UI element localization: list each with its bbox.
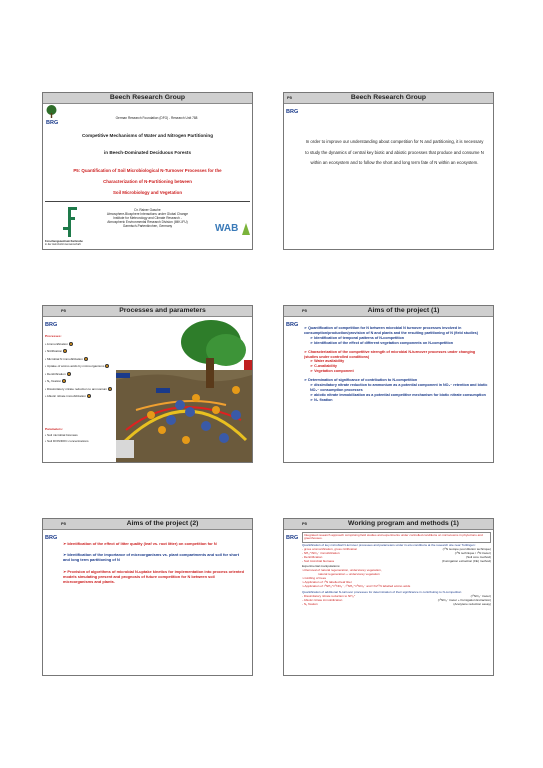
aim-sub-text: Water availability [314,359,345,364]
brg-logo: BRG [286,535,299,541]
slide-processes [42,305,253,463]
quantification-1: Quantification of key microbial N-turnover processes and parameters under in-situ conditions at the research site near Tuttlingen: [302,543,476,548]
method-technique: (¹⁵N technique / ¹⁵N tracer) [454,551,491,556]
slide-header-title: Aims of the project (1) [367,307,440,314]
aim-text: Identification of the effect of litter quality (leaf vs. root litter) on competition for N [67,541,217,546]
svg-text:WAB: WAB [215,223,239,234]
aim-sub-text: C-availability [314,364,337,369]
slide-number: P5 [302,521,307,526]
aims-list [63,541,246,584]
slide-header [43,306,252,317]
author: Dr. Rainer Gasche [134,208,161,212]
slide-number: P5 [61,308,66,313]
slide-header-title: Processes and parameters [119,307,206,314]
marker-icon [108,387,112,391]
brg-logo: BRG [286,109,299,115]
slide-number: P5 [302,308,307,313]
inst-line-1: Atmosphere-Biosphere Interactions under Global Change [106,212,189,217]
author-block [73,208,222,228]
aim-item-1: ➢ Identification of the effect of litter quality (leaf vs. root litter) on competition for N [63,541,217,546]
aim-text: Quantification of competition for N between microbial N turnover processes involved in consumption/production/provision of N and plants and the resulting partitioning of N [304,326,462,335]
methods-content [302,532,491,606]
method-technique: (Fumigation extraction (FE) method) [442,558,491,563]
n-cycle-diagram-image [116,320,252,462]
process-item [45,386,117,394]
process-item [45,348,117,356]
exp-item: ➢Application of ¹⁵NH₄⁺/¹⁵NO₃⁻, ¹⁵NH₄⁺/¹⁵NO₃⁻ and ¹³C/¹⁵N labelled amino acids [302,583,411,588]
exp-item: ➢Application of ¹⁵N labelled leaf litter [302,579,352,584]
main-title-2: in Beech-Dominated Deciduous Forests [103,150,192,155]
fzk-line-1: Forschungszentrum Karlsruhe [45,240,83,243]
project-title-1: P5: Quantification of Soil Microbiological N-Turnover Processes for the [73,168,222,173]
process-label: • N₂ fixation [45,379,62,383]
parameter-item: • Soil microbial biomass [45,433,78,437]
process-item [45,393,117,401]
aim-text: Identification of the importance of microorganisms vs. plant compartments and soil for short and long term partitioning of N [63,552,239,563]
method-label: - NH₄⁺/NO₃⁻ immobilization [302,551,340,556]
process-item [45,356,117,364]
main-title-1: Competitive Mechanisms of Water and Nitrogen Partitioning [81,133,214,138]
process-item [45,371,117,379]
fzk-line-2: in der Helmholtz-Gemeinschaft [45,243,81,246]
tree-logo-icon [44,105,59,119]
exp-label: Experimental manipulations: [302,564,341,569]
intro-box: Integrated research approach comprising field studies and experiments under controlled conditions on microcosms in phytotrons and greenhouses. [302,532,491,543]
method-label: - N₂ fixation [302,601,318,606]
method-row [302,603,491,607]
brg-logo: BRG [45,322,58,328]
exp-item: ➢Girdling of trees [302,576,327,581]
method-technique: (Acetylene reduction assay) [453,601,491,606]
aim-sub: ➢ abiotic nitrate immobilization as a potential competitive mechanism for biotic nitrate consumption [310,392,486,397]
method-label: - Abiotic nitrate immobilization [302,597,343,602]
method-technique: (¹⁵NO₃⁻ tracer + Fumigation Extraction) [437,597,491,602]
fzk-logo-icon [63,205,77,239]
slide-header [284,519,493,530]
method-technique: (Soil core method) [466,555,491,560]
process-label: • Denitrification [45,371,66,376]
aim-sub-text: N₂ fixation [314,397,333,402]
aim-sub: ➢ Identification of temporal patterns of N-competition [310,335,405,340]
aim-sub: ➢ N₂ fixation [310,397,333,402]
aim-note: (studies under controlled conditions) [304,354,370,359]
aim-sub: ➢ dissimilatory nitrate reduction to ammonium as a potential component in NO₃⁻ retention and biotic NO₃⁻ consumption processes [310,383,488,392]
parameter-item: • Soil DON/DOC concentrations [45,439,89,443]
inst-line-2: Institute for Meteorology and Climate Research - [113,216,182,221]
process-label: • Uptake of amino acids by microorganisms [45,364,105,368]
marker-icon [105,364,109,368]
slide-aims-1 [283,305,494,463]
project-title-3: Soil Microbiology and Vegetation [112,190,183,195]
slide-header [43,93,252,104]
slide-header-title: Beech Research Group [350,94,427,101]
slide-aims-2 [42,518,253,676]
wabo-logo-icon [215,217,251,239]
aim-item-3: ➢ Determination of significance of contribution to N-competition [304,378,418,383]
slide-title [42,92,253,250]
aims-list [304,326,490,403]
aim-sub-text: Identification of temporal patterns of N-competition [314,335,405,340]
exp-item: natural regeneration + understorey vegetation [318,572,380,577]
marker-icon [67,372,71,376]
method-label: - Dissimilatory nitrate reduction to NH₄⁺ [302,593,356,598]
process-label: • Abiotic nitrate immobilization [45,394,86,398]
brg-logo: BRG [45,535,58,541]
parameters-list [45,426,117,444]
project-title-2: Characterization of N-Partitioning between [103,179,192,184]
process-label: • Microbial N immobilization [45,356,83,361]
method-label: - Soil microbial biomass [302,558,335,563]
process-item [45,341,117,349]
aim-note: (field studies) [453,330,478,335]
aim-sub-text: Vegetation component [314,369,354,374]
slide-intro [283,92,494,250]
aim-text: Provision of algorithms of microbial N-uptake kinetics for implementation into process oriented models simulating present and prognosis of future competition for N between soil microorganisms and plants. [63,568,244,585]
processes-list [45,333,117,401]
brg-logo: BRG [286,322,299,328]
aim-item-2: ➢ Characterization of the competitive strength of microbial N-turnover processes under changing (studies under controlled conditions) [304,349,476,359]
method-technique: (¹⁵NO₃⁻ tracer) [470,593,491,598]
process-item [45,363,117,371]
method-label: - gross ammonification, gross nitrification [302,547,358,552]
brg-logo: BRG [46,120,59,126]
aim-sub-text: Identification of the effect of different vegetation components on N-competition [314,340,454,345]
marker-icon [87,394,91,398]
aim-text: Characterization of the competitive strength of microbial N-turnover processes under changing [308,349,476,354]
aim-sub-text: dissimilatory nitrate reduction to ammonium as a potential component in NO₃⁻ retention and biotic NO₃⁻ consumption processes [310,383,488,392]
slide-number: P5 [61,521,66,526]
method-row [302,560,491,564]
aim-item-3: ➢ Provision of algorithms of microbial N-uptake kinetics for implementation into process oriented models simulating present and prognosis of future competition for N between soil microorganisms and plants. [63,568,244,585]
slide-number: P5 [287,95,292,100]
slide-header-title: Aims of the project (2) [126,520,199,527]
aim-sub: ➢ Identification of the effect of different vegetation components on N-competition [310,340,454,345]
slide-header [284,306,493,317]
quantification-2: Quantification of additional N-turnover processes for determination of their significance in contributing to N-competition [302,589,462,594]
method-label: - Denitrification [302,555,323,560]
aim-sub: ➢ Vegetation component [310,369,354,374]
marker-icon [84,357,88,361]
process-label: • Ammonification [45,341,68,346]
marker-icon [63,349,67,353]
inst-line-3: Atmospheric Environmental Research Division (IMK-IFU) [107,220,188,225]
aim-item-2: ➢ Identification of the importance of microorganisms vs. plant compartments and soil for short and long term partitioning of N [63,552,239,563]
exp-item: ➢Removal of natural regeneration, understorey vegetation, [302,568,382,573]
slide-header-title: Beech Research Group [109,94,186,101]
aim-text: Determination of significance of contribution to N-competition [308,378,418,383]
method-technique: (¹⁵N isotope pool dilution technique) [442,547,491,552]
process-label: • Nitrification [45,349,63,353]
intro-text: In order to improve our understanding about competition for N and partitioning, it is necessary to study the dynamics of central key biotic and abiotic processes that produce and consume N within an ecosystem and to follow the short and long term fate of N within an ecosystem. [305,139,484,165]
inst-line-4: Garmisch-Partenkirchen, Germany [122,224,173,229]
fzk-text [45,240,83,246]
divider [45,201,250,202]
aim-sub: ➢ Water availability [310,359,345,364]
processes-label: Processes: [45,334,62,338]
aim-item-1: ➢ Quantification of competition for N between microbial N turnover processes involved in consumption/production/provision of N and plants and the resulting partitioning of N (field studies) [304,326,478,335]
process-label: • Dissimilatory nitrate reduction to ammonium [45,386,108,391]
process-item [45,378,117,386]
marker-icon [69,342,73,346]
slide-header [284,93,493,104]
aim-sub-text: abiotic nitrate immobilization as a potential competitive mechanism for biotic nitrate consumption [314,392,486,397]
parameters-label: Parameters: [45,427,63,431]
slide-header-title: Working program and methods (1) [348,520,459,527]
slide-methods [283,518,494,676]
aim-sub: ➢ C-availability [310,364,337,369]
marker-icon [62,379,66,383]
org-line: German Research Foundation (DFG) - Research Unit 788 [115,116,198,120]
slide-header [43,519,252,530]
